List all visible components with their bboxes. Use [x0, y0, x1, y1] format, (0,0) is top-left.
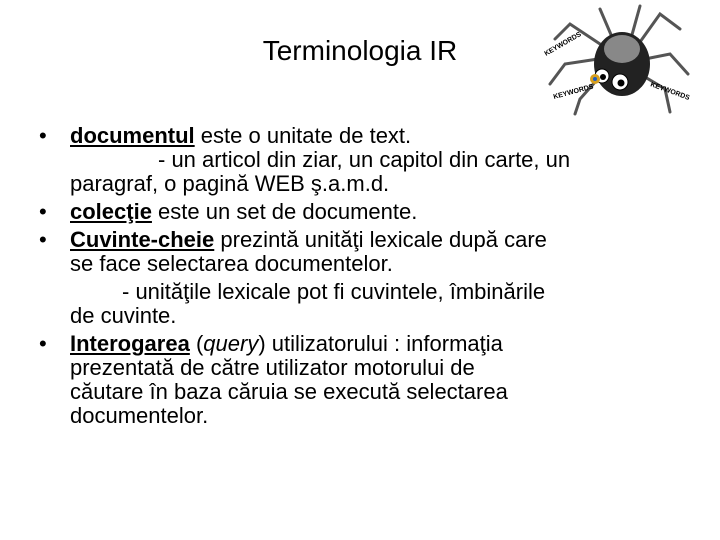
continuation-line: se face selectarea documentelor. [70, 251, 393, 276]
continuation-line: de cuvinte. [70, 303, 177, 328]
continuation-line: prezentată de către utilizator motorului de [70, 355, 475, 380]
sub-line: - unităţile lexicale pot fi cuvintele, îmbinările [122, 279, 546, 304]
list-item [39, 123, 690, 196]
slide-title: Terminologia IR [262, 35, 458, 66]
logo-keyword-label: KEYWORDS [552, 83, 595, 101]
item-text: ) utilizatorului : informaţia [258, 331, 503, 356]
spider-logo-icon [540, 4, 690, 116]
logo-keyword-label: KEYWORDS [543, 31, 583, 58]
bullet-list [39, 123, 690, 432]
term-documentul: documentul [70, 123, 195, 148]
term-cuvinte-cheie: Cuvinte-cheie [70, 227, 215, 252]
item-text: prezintă unităţi lexicale după care [214, 227, 547, 252]
continuation-line: căutare în baza căruia se execută selectarea [70, 379, 508, 404]
list-item [39, 199, 690, 224]
bullet-icon: • [39, 227, 47, 252]
item-text: este o unitate de text. [194, 123, 412, 148]
term-interogarea: Interogarea [70, 331, 190, 356]
list-item [39, 331, 690, 428]
item-line [70, 124, 690, 148]
paren-open: ( [189, 331, 204, 356]
item-line [70, 332, 690, 356]
logo-keyword-label: KEYWORDS [649, 81, 690, 102]
sub-line: - un articol din ziar, un capitol din carte, un [158, 147, 571, 172]
item-line [70, 200, 690, 224]
item-text: este un set de documente. [151, 199, 418, 224]
bullet-icon: • [39, 123, 47, 148]
bullet-icon: • [39, 331, 47, 356]
term-colectie: colecţie [70, 199, 152, 224]
list-item [39, 227, 690, 328]
continuation-line: documentelor. [70, 403, 209, 428]
bullet-icon: • [39, 199, 47, 224]
query-term: query [203, 331, 259, 356]
item-line [70, 228, 690, 252]
continuation-line: paragraf, o pagină WEB ş.a.m.d. [70, 171, 390, 196]
